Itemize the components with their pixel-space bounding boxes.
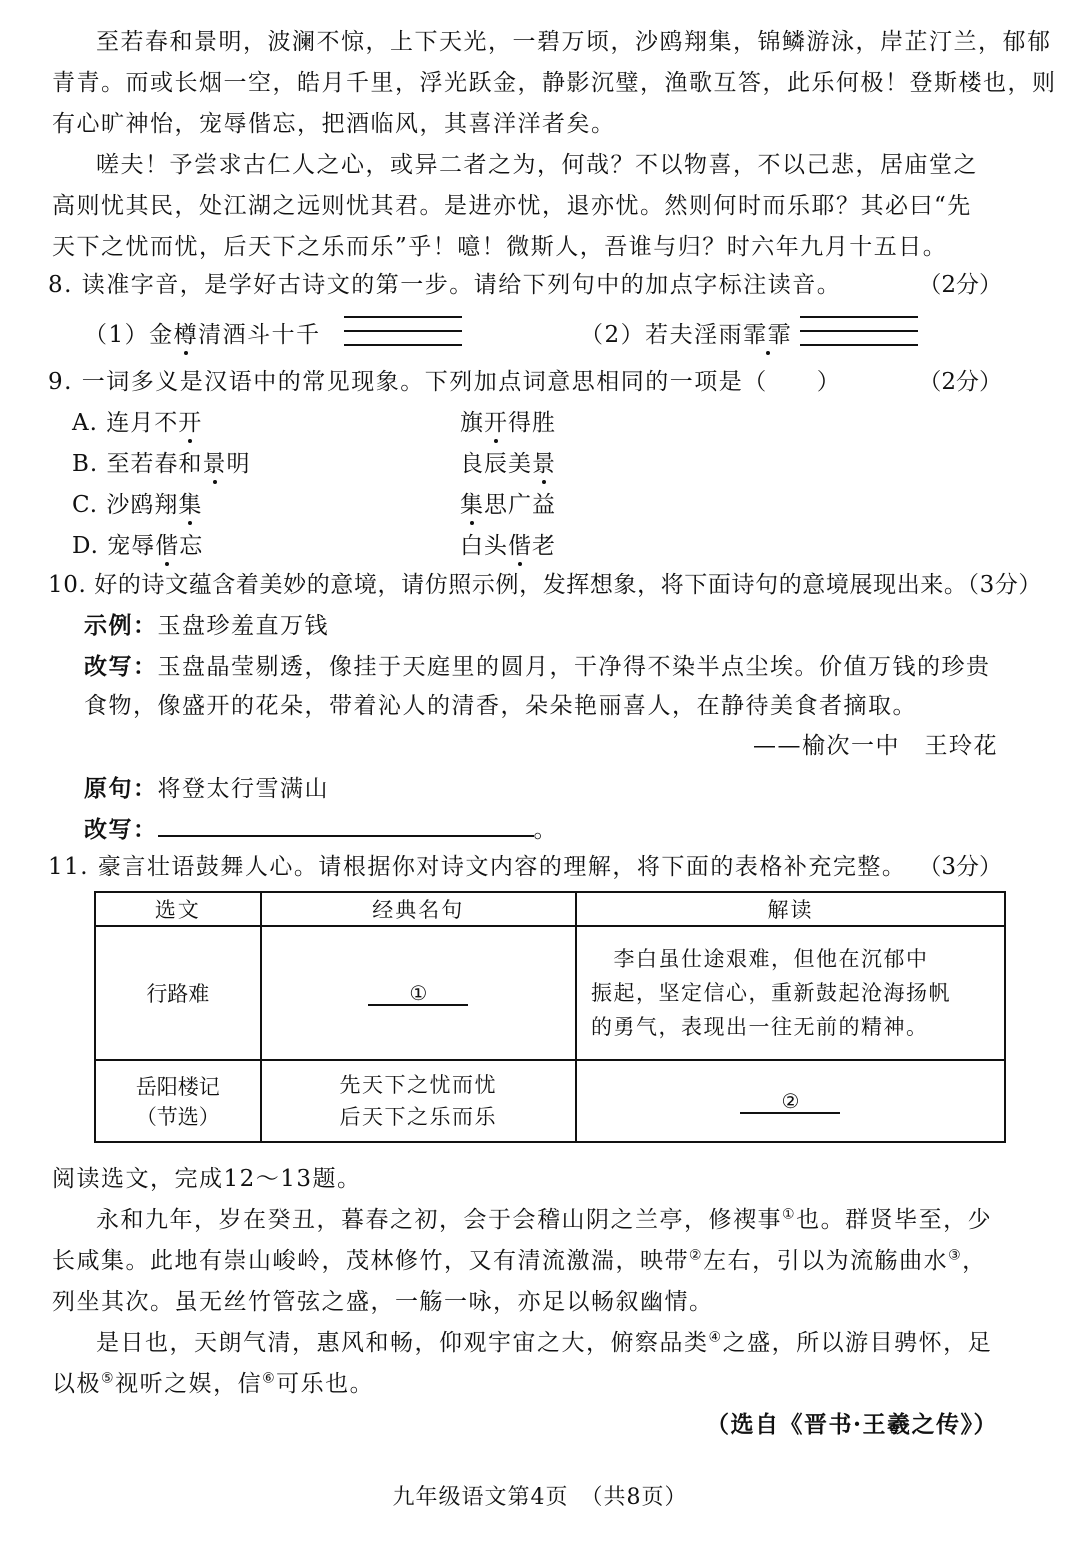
interpretation-cell: [576, 926, 1005, 1060]
reading-text: 是日也，天朗气清，惠风和畅，仰观宇宙之大，俯察品类: [96, 1330, 709, 1356]
interp-line: 李白虽仕途艰难，但他在沉郁中: [590, 947, 929, 971]
option-text: 旗: [460, 410, 484, 436]
passage-line: 高则忧其民，处江湖之远则忧其君。是进亦忧，退亦忧。然则何时而乐耶？其必曰“先: [52, 193, 972, 219]
dotted-char: 开: [178, 406, 202, 440]
option-text: B. 至若春和: [72, 451, 203, 477]
original-label: 原句：: [84, 775, 158, 802]
option-text: 老: [532, 533, 556, 559]
quote-line: 先天下之忧而忧: [339, 1073, 498, 1097]
reading-text: 也。群贤毕至，少: [796, 1207, 993, 1233]
rewrite-answer-blank[interactable]: [158, 813, 534, 837]
reading-text: 视听之娱，信: [115, 1371, 263, 1397]
question-10-stem: 10. 好的诗文蕴含着美妙的意境，请仿照示例，发挥想象，将下面诗句的意境展现出来。（3分）: [48, 572, 1043, 598]
question-11-stem: 11. 豪言壮语鼓舞人心。请根据你对诗文内容的理解，将下面的表格补充完整。: [48, 854, 907, 880]
example-text: 玉盘珍羞直万钱: [157, 613, 329, 639]
option-c-right: [460, 488, 556, 522]
blank-1[interactable]: ①: [368, 982, 468, 1006]
answer-end: 。: [533, 817, 558, 843]
footnote-mark: ⑤: [101, 1370, 116, 1387]
table-header-selection: 选文: [95, 892, 261, 926]
question-8-score: （2分）: [918, 272, 1002, 298]
option-text: 忘: [179, 533, 204, 559]
rewrite-row: [84, 650, 991, 684]
reading-text: 左右，引以为流觞曲水: [703, 1248, 949, 1274]
footnote-mark: ③: [948, 1247, 963, 1264]
interpretation-cell: [576, 1060, 1005, 1142]
row-title-line: （节选）: [135, 1105, 220, 1129]
interp-line: 振起，坚定信心，重新鼓起沧海扬帆: [590, 981, 951, 1005]
item-text: （1）金: [84, 322, 174, 348]
rewrite-signature: ——榆次一中 王玲花: [753, 733, 998, 759]
table-row: [95, 1060, 1005, 1142]
passage-line: 至若春和景明，波澜不惊，上下天光，一碧万顷，沙鸥翔集，锦鳞游泳，岸芷汀兰，郁郁: [96, 29, 1052, 55]
blank-2[interactable]: ②: [740, 1090, 840, 1114]
rewrite-text: 玉盘晶莹剔透，像挂于天庭里的圆月，干净得不染半点尘埃。价值万钱的珍贵: [157, 654, 991, 680]
table-row: [95, 926, 1005, 1060]
dotted-char: 偕: [508, 529, 532, 563]
quote-cell: [261, 926, 576, 1060]
option-text: D. 宠辱: [72, 533, 156, 559]
option-d-right: [460, 529, 556, 563]
example-label: 示例：: [84, 612, 158, 639]
question-9-stem: 9. 一词多义是汉语中的常见现象。下列加点词意思相同的一项是（ ）: [48, 369, 842, 395]
option-b-right: [460, 447, 556, 481]
item-text: （2）若夫淫雨: [580, 322, 744, 348]
option-d-left[interactable]: [72, 529, 203, 563]
option-b-left[interactable]: [72, 447, 251, 481]
footnote-mark: ①: [782, 1206, 797, 1223]
option-text: C. 沙鸥翔: [72, 492, 179, 518]
passage-line: 有心旷神怡，宠辱偕忘，把酒临风，其喜洋洋者矣。: [52, 111, 616, 137]
poem-table: [94, 891, 1006, 1143]
option-text: 良辰美: [460, 451, 532, 477]
answer-blank[interactable]: [344, 316, 462, 346]
quote-cell: [261, 1060, 576, 1142]
footnote-mark: ④: [708, 1329, 723, 1346]
dotted-char: 景: [532, 447, 556, 481]
question-8-item-1: [84, 318, 321, 352]
original-row: [84, 772, 329, 806]
passage-line: 青青。而或长烟一空，皓月千里，浮光跃金，静影沉璧，渔歌互答，此乐何极！登斯楼也，则: [52, 70, 1057, 96]
option-text: 白头: [460, 533, 508, 559]
example-row: [84, 609, 329, 643]
option-text: A. 连月不: [72, 410, 179, 436]
interp-line: 的勇气，表现出一往无前的精神。: [590, 1015, 929, 1039]
answer-blank[interactable]: [800, 316, 918, 346]
row-title: [95, 1060, 261, 1142]
dotted-char: 偕: [155, 529, 179, 563]
reading-line: 列坐其次。虽无丝竹管弦之盛，一觞一咏，亦足以畅叙幽情。: [52, 1289, 714, 1315]
option-c-left[interactable]: [72, 488, 202, 522]
row-title: 行路难: [95, 926, 261, 1060]
dotted-char: 开: [484, 406, 508, 440]
rewrite-text-2: 食物，像盛开的花朵，带着沁人的清香，朵朵艳丽喜人，在静待美食者摘取。: [84, 693, 917, 719]
question-11-score: （3分）: [918, 854, 1002, 880]
reading-line: [52, 1367, 374, 1401]
answer-row: [84, 813, 558, 847]
quote-line: 后天下之乐而乐: [339, 1105, 498, 1129]
item-text: 清酒斗十千: [198, 322, 321, 348]
source-citation: （选自《晋书·王羲之传》）: [705, 1411, 998, 1438]
option-a-right: [460, 406, 556, 440]
dotted-char: 霏霏: [743, 318, 792, 352]
rewrite-label: 改写：: [84, 653, 158, 680]
reading-line: [52, 1244, 987, 1278]
dotted-char: 樽: [174, 318, 199, 352]
table-header-quote: 经典名句: [261, 892, 576, 926]
question-8-stem: 8. 读准字音，是学好古诗文的第一步。请给下列句中的加点字标注读音。: [48, 272, 842, 298]
reading-intro: 阅读选文，完成12～13题。: [52, 1166, 362, 1192]
reading-text: ，: [962, 1248, 987, 1274]
passage-line: 天下之忧而忧，后天下之乐而乐”乎！噫！微斯人，吾谁与归？时六年九月十五日。: [52, 234, 948, 260]
option-a-left[interactable]: [72, 406, 202, 440]
reading-text: 长咸集。此地有崇山峻岭，茂林修竹，又有清流激湍，映带: [52, 1248, 689, 1274]
option-text: 明: [226, 451, 251, 477]
footnote-mark: ②: [689, 1247, 704, 1264]
footnote-mark: ⑥: [262, 1370, 277, 1387]
answer-label: 改写：: [84, 816, 158, 843]
reading-text: 可乐也。: [276, 1371, 375, 1397]
reading-line: [96, 1203, 992, 1237]
reading-text: 之盛，所以游目骋怀，足: [722, 1330, 993, 1356]
option-text: 得胜: [508, 410, 556, 436]
option-text: 思广益: [484, 492, 556, 518]
question-8-item-2: [580, 318, 792, 352]
question-9-score: （2分）: [918, 369, 1002, 395]
row-title-line: 岳阳楼记: [135, 1075, 220, 1099]
reading-line: [96, 1326, 992, 1360]
reading-text: 以极: [52, 1371, 101, 1397]
original-text: 将登太行雪满山: [157, 776, 329, 802]
page-footer: 九年级语文第4页 （共8页）: [392, 1485, 688, 1510]
table-header-interpretation: 解读: [576, 892, 1005, 926]
dotted-char: 景: [203, 447, 227, 481]
dotted-char: 集: [460, 488, 484, 522]
dotted-char: 集: [178, 488, 202, 522]
reading-text: 永和九年，岁在癸丑，暮春之初，会于会稽山阴之兰亭，修禊事: [96, 1207, 782, 1233]
passage-line: 嗟夫！予尝求古仁人之心，或异二者之为，何哉？不以物喜，不以己悲，居庙堂之: [96, 152, 978, 178]
